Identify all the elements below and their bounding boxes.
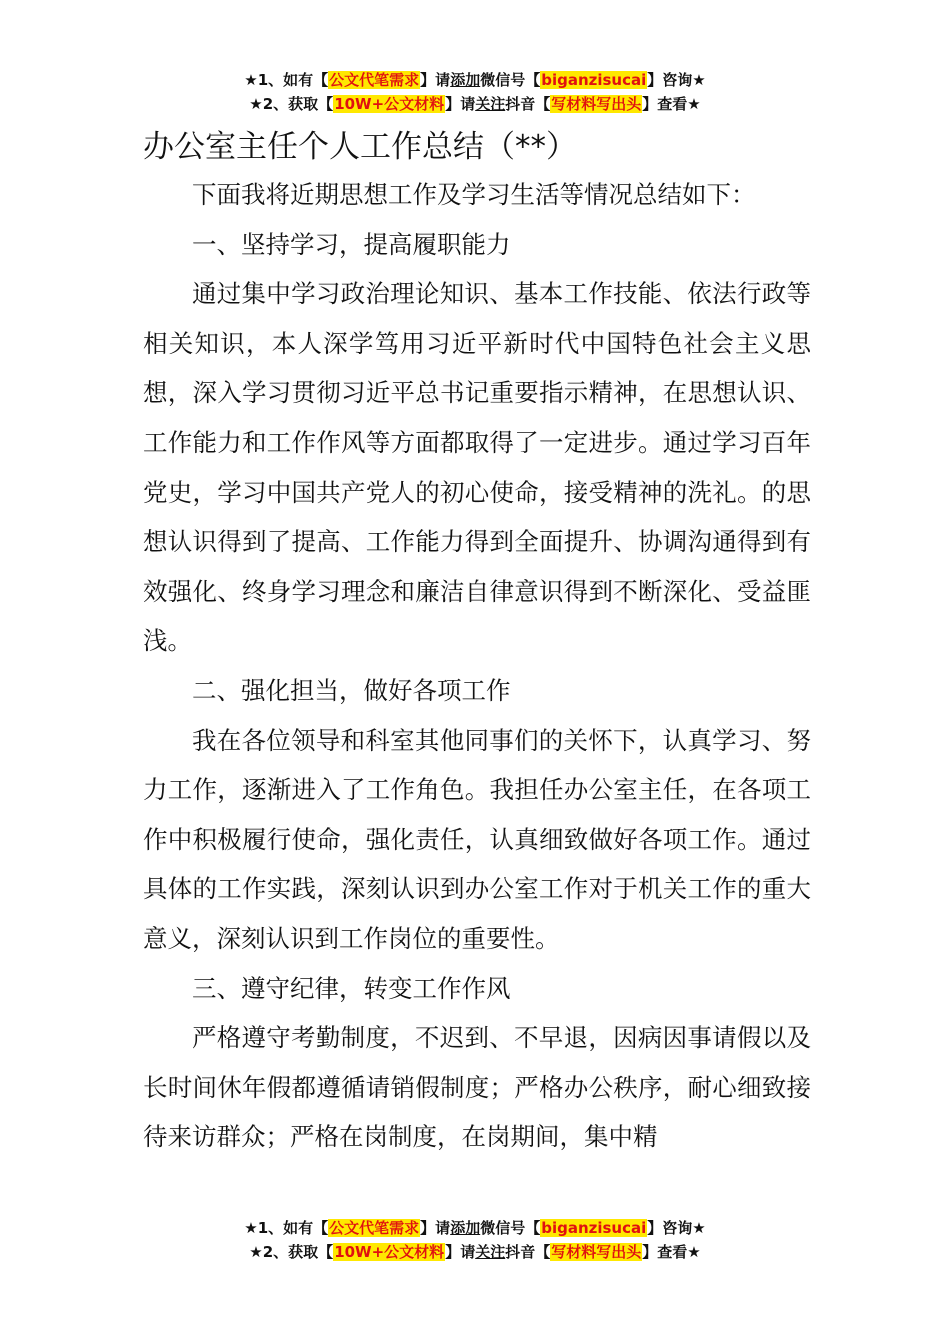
promo-line-1: [0, 1216, 950, 1240]
promo-line-2: [0, 92, 950, 116]
promo-highlight: 公文代笔需求: [329, 71, 420, 89]
promo-text: 微信号【: [480, 1219, 541, 1237]
section-3-heading: 三、遵守纪律，转变工作作风: [192, 973, 511, 1003]
promo-text: 】咨询★: [647, 71, 706, 89]
document-page-content: [143, 170, 811, 1208]
promo-underlined-text: 添加: [450, 71, 481, 89]
promo-text: ★1、如有【: [244, 71, 329, 89]
promo-text: 微信号【: [480, 71, 541, 89]
promo-highlight: 写材料写出头: [551, 1243, 642, 1261]
promo-text: ★2、获取【: [249, 95, 334, 113]
document-body: [143, 170, 811, 1208]
promo-text: ★2、获取【: [249, 1243, 334, 1261]
promo-text: 】查看★: [642, 95, 701, 113]
promo-highlight: 10W+公文材料: [334, 1243, 445, 1261]
promo-underlined-text: 关注: [475, 1243, 506, 1261]
section-3-paragraph: 严格遵守考勤制度，不迟到、不早退，因病因事请假以及长时间休年假都遵循请销假制度；严格办公秩序，耐心细致接待来访群众；严格在岗制度，在岗期间，集中精: [143, 1023, 811, 1152]
section-2-paragraph: 我在各位领导和科室其他同事们的关怀下，认真学习、努力工作，逐渐进入了工作角色。我担任办公室主任，在各项工作中积极履行使命，强化责任，认真细致做好各项工作。通过具体的工作实践，深刻认识到办公室工作对于机关工作的重大意义，深刻认识到工作岗位的重要性。: [143, 725, 811, 953]
header-promo-banner: [0, 68, 950, 116]
promo-highlight: 10W+公文材料: [334, 95, 445, 113]
promo-text: 】查看★: [642, 1243, 701, 1261]
intro-paragraph: 下面我将近期思想工作及学习生活等情况总结如下：: [192, 180, 756, 209]
promo-highlight: biganzisucai: [541, 71, 647, 89]
promo-underlined-text: 添加: [450, 1219, 481, 1237]
promo-underlined-text: 关注: [475, 95, 506, 113]
section-1-paragraph: 通过集中学习政治理论知识、基本工作技能、依法行政等相关知识，本人深学笃用习近平新时代中国特色社会主义思想，深入学习贯彻习近平总书记重要指示精神，在思想认识、工作能力和工作作风等方面都取得了一定进步。通过学习百年党史，学习中国共产党人的初心使命，接受精神的洗礼。的思想认识得到了提高、工作能力得到全面提升、协调沟通得到有效强化、终身学习理念和廉洁自律意识得到不断深化、受益匪浅。: [143, 279, 811, 656]
footer-promo-banner: [0, 1216, 950, 1264]
promo-text: 】请: [445, 1243, 476, 1261]
section-2-heading: 二、强化担当，做好各项工作: [192, 675, 511, 705]
promo-text: 】咨询★: [647, 1219, 706, 1237]
document-title: 办公室主任个人工作总结（**）: [143, 129, 577, 165]
section-1-heading: 一、坚持学习，提高履职能力: [192, 229, 511, 259]
promo-line-1: [0, 68, 950, 92]
promo-text: ★1、如有【: [244, 1219, 329, 1237]
promo-text: 抖音【: [505, 1243, 551, 1261]
promo-highlight: 写材料写出头: [551, 95, 642, 113]
promo-text: 】请: [420, 71, 451, 89]
promo-line-2: [0, 1240, 950, 1264]
promo-text: 】请: [445, 95, 476, 113]
promo-highlight: biganzisucai: [541, 1219, 647, 1237]
promo-text: 】请: [420, 1219, 451, 1237]
promo-text: 抖音【: [505, 95, 551, 113]
promo-highlight: 公文代笔需求: [329, 1219, 420, 1237]
